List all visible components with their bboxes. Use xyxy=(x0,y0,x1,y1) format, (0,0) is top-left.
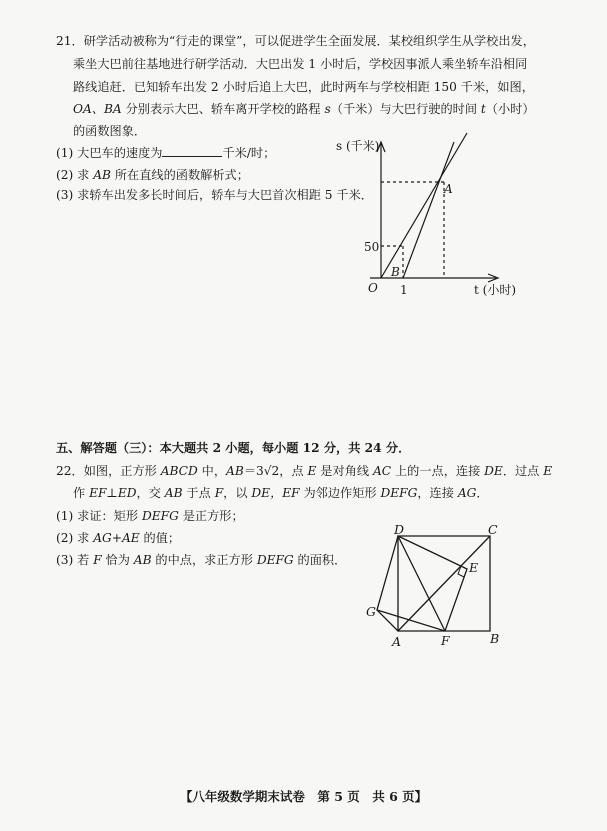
q21-line-1: 21．研学活动被称为“行走的课堂”，可以促进学生全面发展．某校组织学生从学校出发， xyxy=(56,34,535,48)
vertex-label-c: C xyxy=(488,522,498,537)
q22-abcd: ABCD xyxy=(160,464,198,478)
vertex-label-e: E xyxy=(469,560,479,575)
q22-part-1 xyxy=(56,507,244,525)
vertex-label-d: D xyxy=(394,522,405,537)
line-oa xyxy=(381,133,467,278)
q22-ab: AB xyxy=(164,486,183,500)
vertex-label-b: B xyxy=(490,631,500,646)
point-b-label: B xyxy=(391,265,400,279)
q21-var-s: s xyxy=(324,102,331,116)
q22-text: (2) 求 xyxy=(56,531,94,545)
vertex-label-f: F xyxy=(441,633,450,648)
q22-text: 恰为 xyxy=(101,553,134,567)
q22-ac: AC xyxy=(372,464,392,478)
q21-part-1 xyxy=(56,144,275,162)
q22-text: 上的一点，连接 xyxy=(391,464,485,478)
q22-text: 作 xyxy=(73,486,90,500)
q22-f: F xyxy=(214,486,224,500)
tick-label-50: 50 xyxy=(364,240,380,254)
q21-line-2: 乘坐大巴前往基地进行研学活动．大巴出发 1 小时后，学校因事派人乘坐轿车沿相同 xyxy=(73,57,528,71)
q21-part-3: (3) 求轿车出发多长时间后，轿车与大巴首次相距 5 千米． xyxy=(56,188,373,202)
page-footer: 【八年级数学期末试卷 第 5 页 共 6 页】 xyxy=(179,789,428,804)
tick-label-1: 1 xyxy=(400,283,408,297)
q22-ab-value: ＝3√2 xyxy=(243,464,280,478)
q22-text: ． xyxy=(476,486,489,500)
segment-df xyxy=(398,536,445,631)
q22-ag: AG xyxy=(457,486,477,500)
q21-text: （小时） xyxy=(485,102,535,116)
q22-text: ，交 xyxy=(136,486,165,500)
q22-text: 22．如图，正方形 xyxy=(56,464,161,478)
q21-part-1-unit: 千米/时； xyxy=(222,146,276,160)
q22-text: 的面积． xyxy=(293,553,347,567)
q21-oa-ba: OA、BA xyxy=(73,102,122,116)
q22-text: ，以 xyxy=(223,486,252,500)
x-axis-label: t (小时) xyxy=(474,283,517,297)
diagonal-ac xyxy=(398,536,490,631)
q22-de-ef: DE，EF xyxy=(251,486,300,500)
q22-text: (1) 求证：矩形 xyxy=(56,509,142,523)
q21-part-2 xyxy=(56,166,249,184)
origin-label: O xyxy=(368,281,378,295)
q22-defg: DEFG xyxy=(380,486,418,500)
q22-ag-ae: AG+AE xyxy=(93,531,140,545)
q22-e: E xyxy=(543,464,553,478)
q22-de: DE xyxy=(484,464,503,478)
q22-e: E xyxy=(307,464,317,478)
q22-ab: AB xyxy=(133,553,152,567)
function-graph xyxy=(330,130,530,305)
q21-text: 分别表示大巴、轿车离开学校的路程 xyxy=(121,102,325,116)
q22-text: ，连接 xyxy=(417,486,458,500)
vertex-label-g: G xyxy=(366,604,376,619)
q21-line-5: 的函数图象． xyxy=(73,124,147,138)
square-figure xyxy=(360,520,520,655)
q22-ab: AB xyxy=(226,464,244,478)
answer-blank[interactable] xyxy=(162,144,222,157)
q22-text: 的值； xyxy=(139,531,181,545)
q22-text: 中， xyxy=(197,464,227,478)
section-5-heading: 五、解答题（三）：本大题共 2 小题，每小题 12 分，共 24 分． xyxy=(56,441,411,455)
q21-ab: AB xyxy=(93,168,111,182)
q22-f: F xyxy=(93,553,102,567)
q22-text: (3) 若 xyxy=(56,553,94,567)
q21-line-4 xyxy=(73,100,535,118)
q22-text: 于点 xyxy=(182,486,215,500)
q21-var-t: t xyxy=(480,102,486,116)
q22-text: 是对角线 xyxy=(316,464,373,478)
q22-ef-perp-ed: EF⊥ED xyxy=(89,486,137,500)
point-a-label: A xyxy=(444,182,453,196)
q22-part-3 xyxy=(56,551,346,569)
q21-text: (2) 求 xyxy=(56,168,94,182)
q22-text: 的中点，求正方形 xyxy=(151,553,257,567)
q21-text: 所在直线的函数解析式； xyxy=(110,168,249,182)
y-axis-label: s (千米) xyxy=(336,139,380,153)
q22-text: 是正方形； xyxy=(178,509,244,523)
vertex-label-a: A xyxy=(392,634,402,649)
line-ba xyxy=(403,142,454,278)
q22-text: ，点 xyxy=(279,464,308,478)
q22-part-2 xyxy=(56,529,180,547)
q22-text: ．过点 xyxy=(502,464,544,478)
q22-line-1 xyxy=(56,462,552,480)
q22-line-2 xyxy=(73,484,489,502)
q22-defg: DEFG xyxy=(141,509,179,523)
q21-text: （千米）与大巴行驶的时间 xyxy=(330,102,481,116)
q22-defg: DEFG xyxy=(256,553,294,567)
q22-text: 为邻边作矩形 xyxy=(299,486,381,500)
q21-part-1-label: (1) 大巴车的速度为 xyxy=(56,146,163,160)
q21-line-3: 路线追赶．已知轿车出发 2 小时后追上大巴，此时两车与学校相距 150 千米，如图， xyxy=(73,80,534,94)
